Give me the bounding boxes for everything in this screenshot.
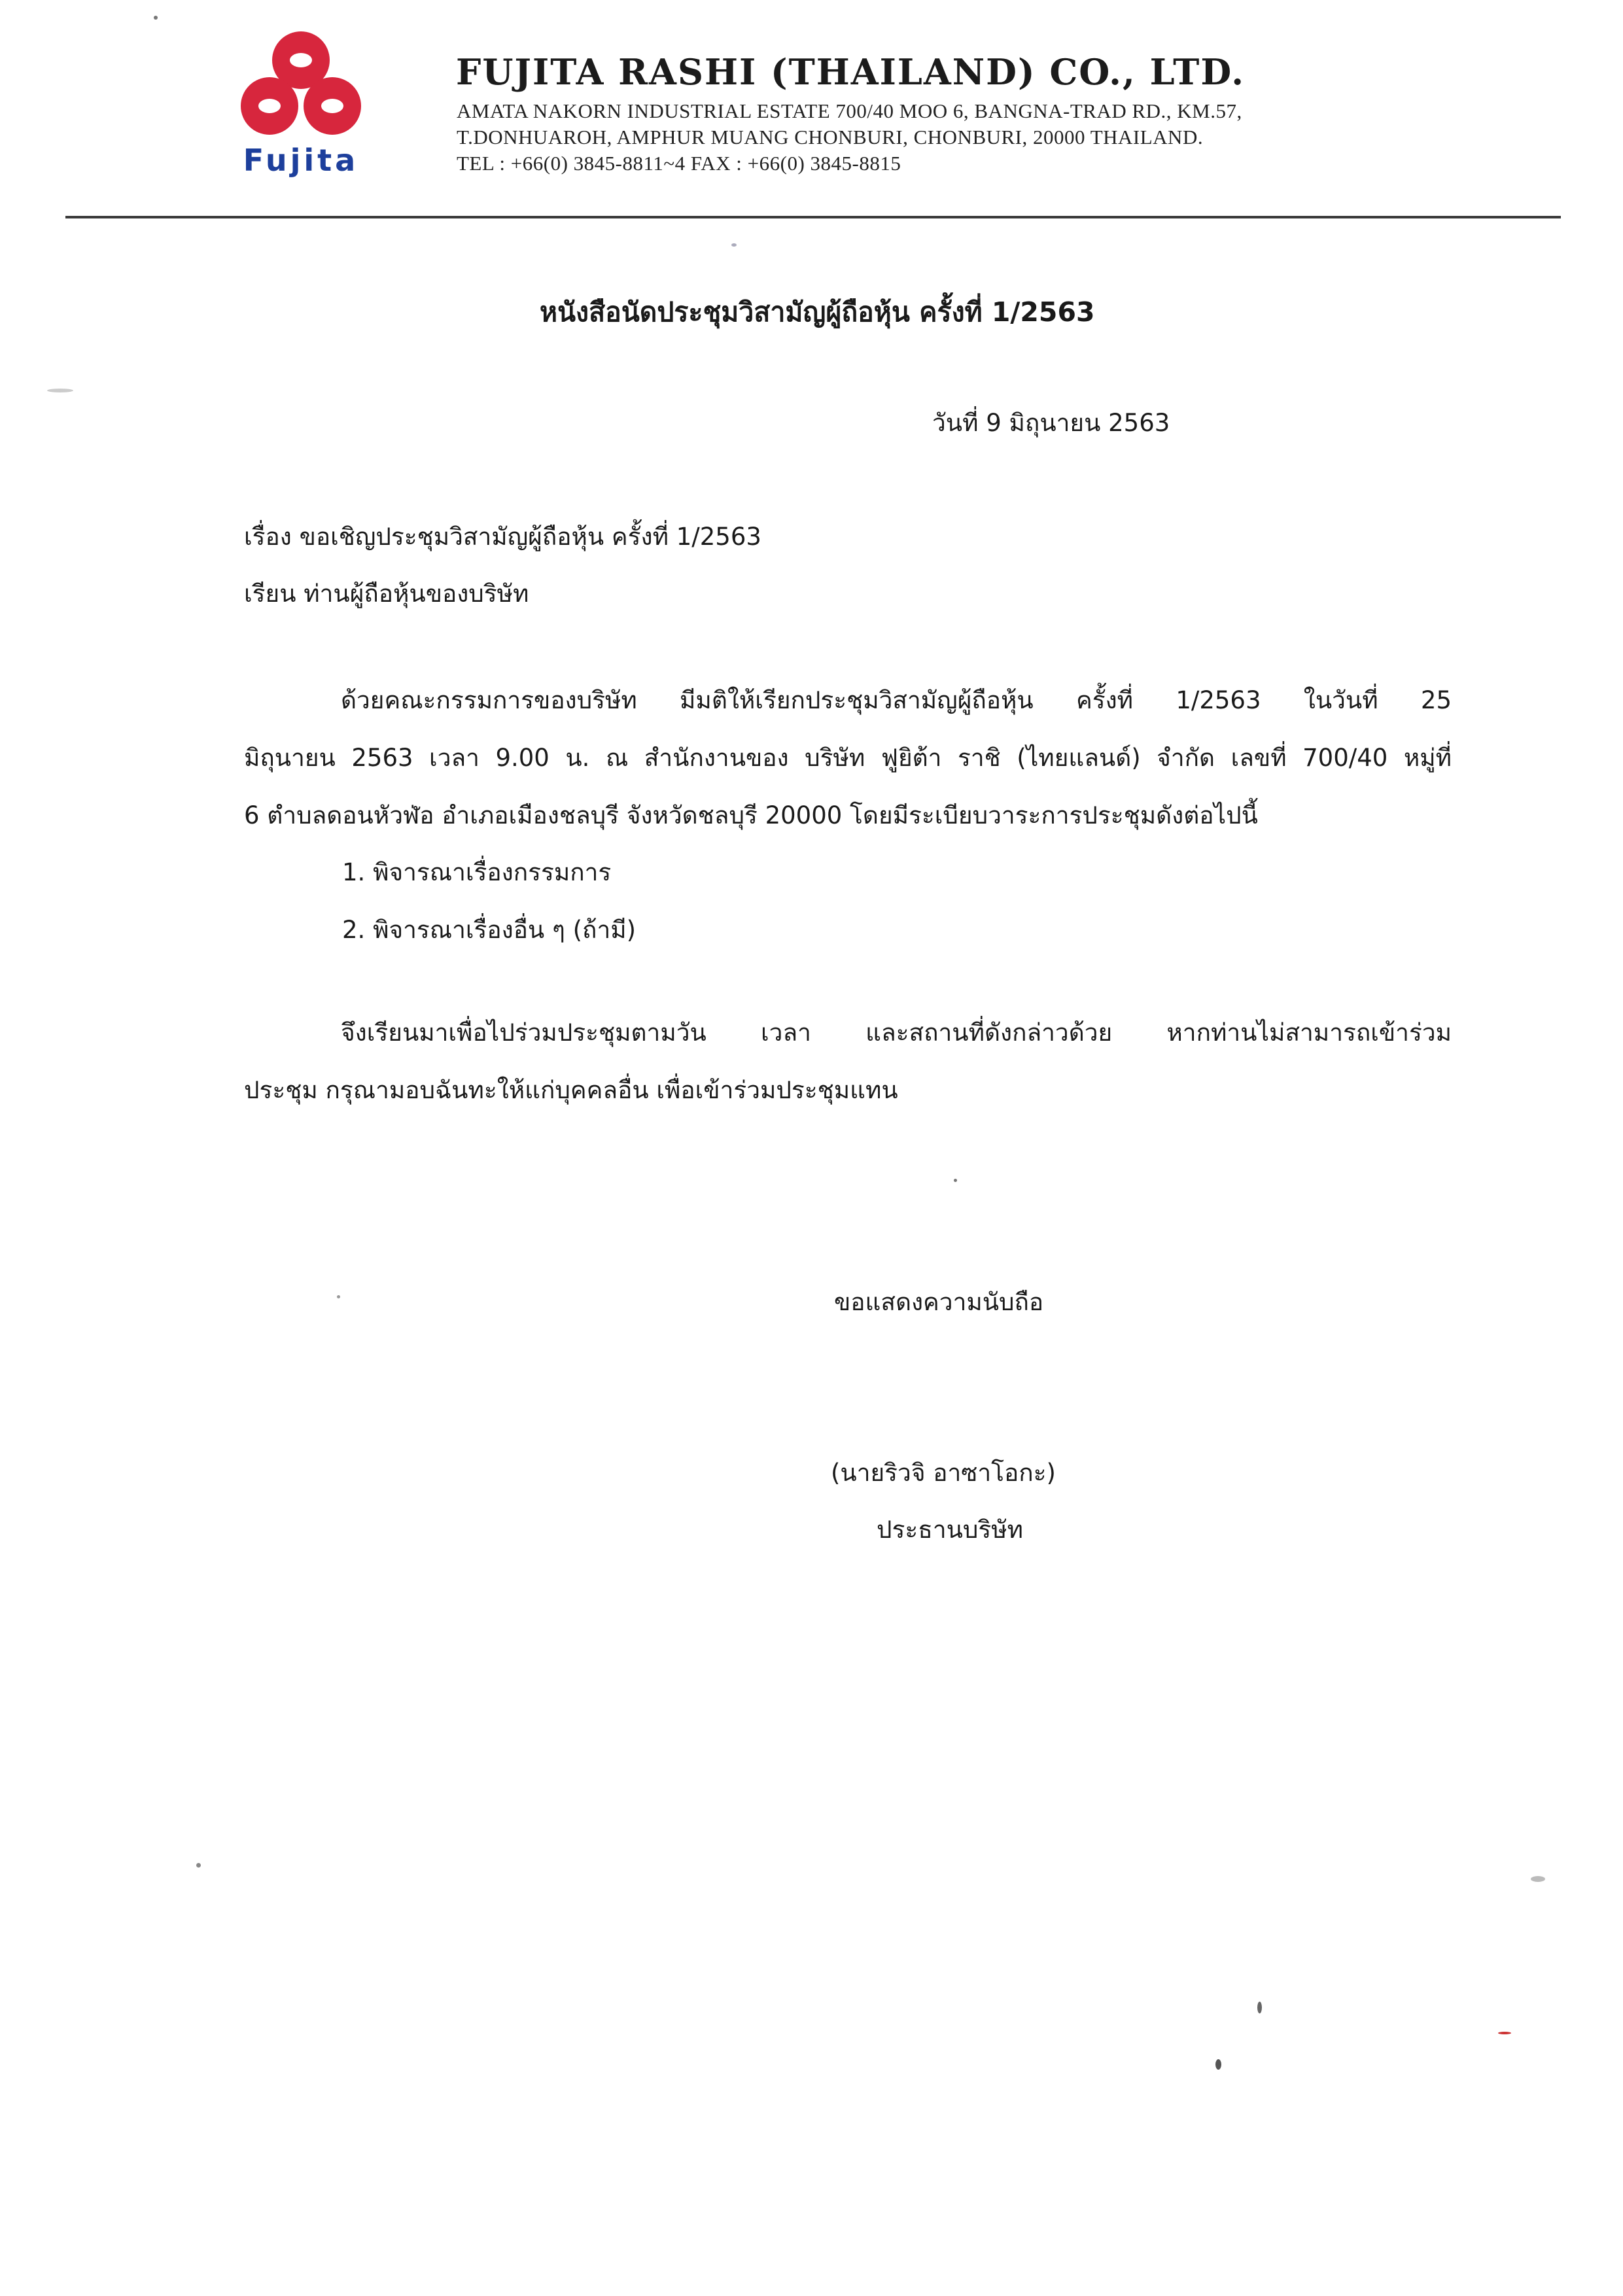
paragraph-line: 6 ตำบลดอนหัวฬ่อ อำเภอเมืองชลบุรี จังหวัดชลบุรี 20000 โดยมีระเบียบวาระการประชุมดังต่อไปนี้: [244, 801, 1258, 829]
letter-salutation: เรียน ท่านผู้ถือหุ้นของบริษัท: [244, 580, 529, 608]
scan-speck: [47, 389, 73, 392]
scan-speck: [1531, 1876, 1545, 1882]
company-logo: [216, 26, 386, 183]
paragraph-line: ด้วยคณะกรรมการของบริษัท มีมติให้เรียกประชุมวิสามัญผู้ถือหุ้น ครั้งที่ 1/2563 ในวันที่ 25: [341, 686, 1452, 714]
logo-rings-icon: [216, 26, 386, 141]
body-paragraph-2: [244, 1004, 1452, 1119]
paragraph-line: มิถุนายน 2563 เวลา 9.00 น. ณ สำนักงานของ บริษัท ฟูยิต้า ราชิ (ไทยแลนด์) จำกัด เลขที่ 700/40 หมู่ที่: [244, 744, 1452, 772]
scan-speck: [954, 1179, 957, 1182]
agenda-list: [342, 844, 636, 959]
body-paragraph-1: [244, 672, 1452, 844]
logo-wordmark: Fujita: [243, 143, 359, 178]
closing-phrase: ขอแสดงความนับถือ: [834, 1288, 1044, 1316]
document-title: หนังสือนัดประชุมวิสามัญผู้ถือหุ้น ครั้งที่ 1/2563: [540, 296, 1095, 328]
scan-speck: [731, 243, 737, 247]
company-name: FUJITA RASHI (THAILAND) CO., LTD.: [456, 51, 1246, 93]
company-contact-line: TEL : +66(0) 3845-8811~4 FAX : +66(0) 3845-8815: [457, 152, 901, 175]
scan-speck: [154, 16, 158, 20]
company-address-line-1: AMATA NAKORN INDUSTRIAL ESTATE 700/40 MOO 6, BANGNA-TRAD RD., KM.57,: [457, 99, 1242, 122]
signer-title: ประธานบริษัท: [877, 1516, 1024, 1544]
paragraph-line: ประชุม กรุณามอบฉันทะให้แก่บุคคลอื่น เพื่อเข้าร่วมประชุมแทน: [244, 1076, 898, 1104]
scan-speck: [1257, 2002, 1262, 2013]
scan-speck: [1498, 2032, 1511, 2034]
scan-speck: [196, 1863, 201, 1868]
paragraph-line: จึงเรียนมาเพื่อไปร่วมประชุมตามวัน เวลา และสถานที่ดังกล่าวด้วย หากท่านไม่สามารถเข้าร่วม: [341, 1018, 1452, 1047]
header-divider: [65, 216, 1561, 218]
scan-speck: [1215, 2059, 1221, 2070]
agenda-item: 2. พิจารณาเรื่องอื่น ๆ (ถ้ามี): [342, 916, 637, 944]
letter-subject: เรื่อง ขอเชิญประชุมวิสามัญผู้ถือหุ้น ครั้งที่ 1/2563: [244, 523, 761, 551]
signer-name: (นายริวจิ อาซาโอกะ): [831, 1459, 1056, 1487]
company-address-line-2: T.DONHUAROH, AMPHUR MUANG CHONBURI, CHONBURI, 20000 THAILAND.: [457, 126, 1204, 148]
letter-date: วันที่ 9 มิถุนายน 2563: [932, 409, 1170, 437]
agenda-item: 1. พิจารณาเรื่องกรรมการ: [342, 858, 612, 886]
scan-speck: [337, 1295, 340, 1298]
